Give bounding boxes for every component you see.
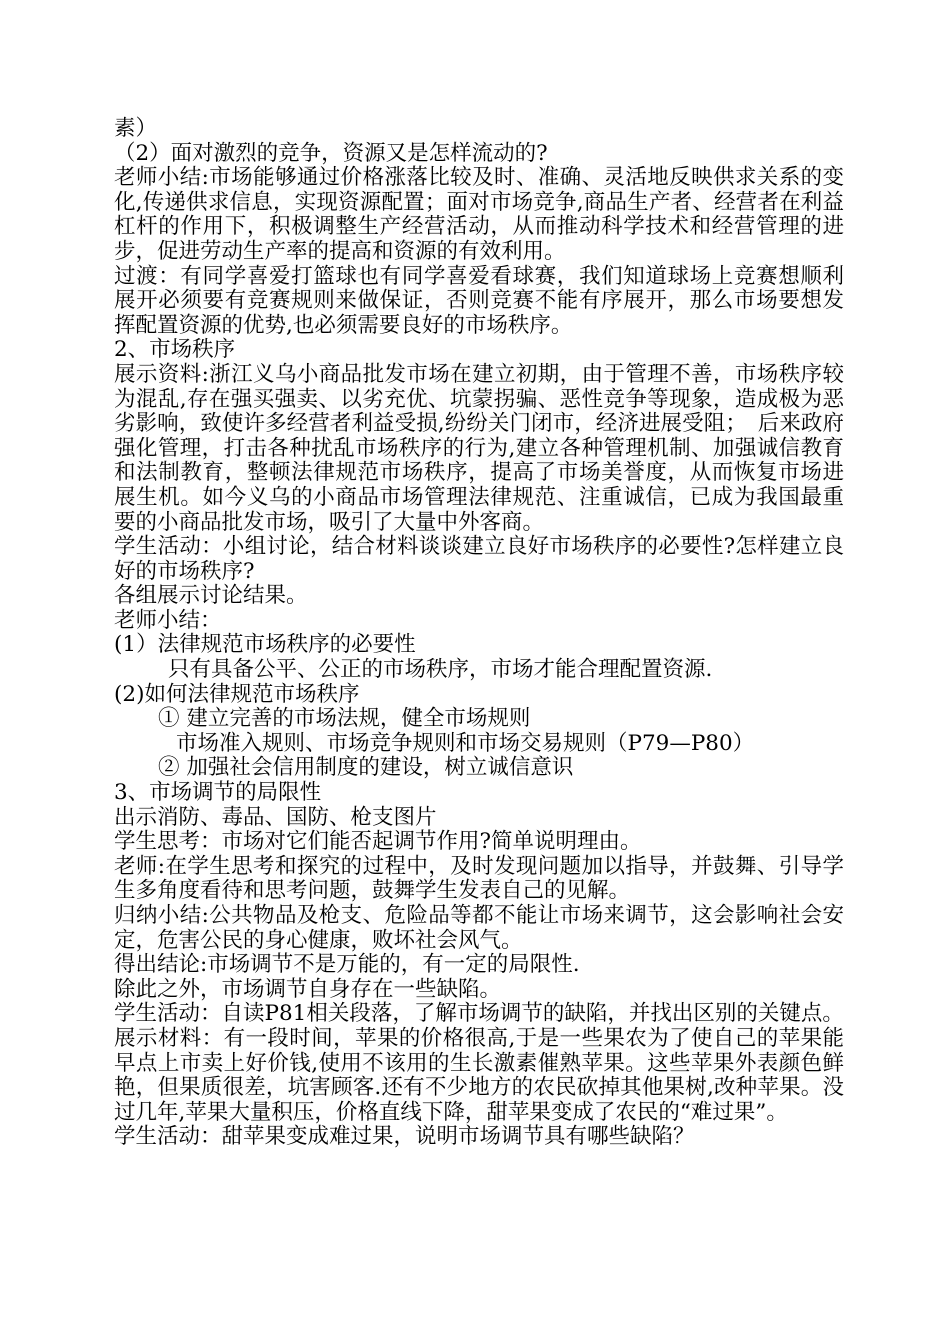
student-activity-apples: 学生活动：甜苹果变成难过果，说明市场调节具有哪些缺陷？ xyxy=(114,1124,695,1150)
paragraph-continuation: 素） xyxy=(114,116,158,141)
summary-public-goods: 归纳小结:公共物品及枪支、危险品等都不能让市场来调节，这会影响社会安定，危害公民的身心健康，败坏社会风气。 xyxy=(114,903,844,953)
student-activity-discussion: 学生活动：小组讨论，结合材料谈谈建立良好市场秩序的必要性?怎样建立良好的市场秩序? xyxy=(114,534,844,584)
defects-intro: 除此之外，市场调节自身存在一些缺陷。 xyxy=(114,976,502,1002)
material-yiwu-market: 展示资料:浙江义乌小商品批发市场在建立初期，由于管理不善，市场秩序较为混乱,存在强买强卖、以劣充优、坑蒙拐骗、恶性竞争等现象，造成极为恶劣影响，致使许多经营者利益受损,纷纷关门闭市，经济进展受阻； 后来政府强化管理，打击各种扰乱市场秩序的行为,建立各种管理机制、加强诚信教育和法制教育，整顿法律规范市场秩序，提高了市场美誉度，从而恢复市场进展生机。如今义乌的小商品市场管理法律规范、注重诚信，已成为我国最重要的小商品批发市场，吸引了大量中外客商。 xyxy=(114,361,844,535)
point-how-1-detail: 市场准入规则、市场竞争规则和市场交易规则（P79—P80） xyxy=(176,730,755,756)
teacher-summary-label: 老师小结： xyxy=(114,607,222,633)
student-thinking: 学生思考：市场对它们能否起调节作用?简单说明理由。 xyxy=(114,829,642,855)
point-necessity: (1）法律规范市场秩序的必要性 xyxy=(114,632,416,658)
question-2: （2）面对激烈的竞争，资源又是怎样流动的? xyxy=(114,140,548,166)
material-apples: 展示材料：有一段时间，苹果的价格很高,于是一些果农为了使自己的苹果能早点上市卖上好价钱,使用不该用的生长激素催熟苹果。这些苹果外表颜色鲜艳，但果质很差，坑害顾客.还有不少地方的农民砍掉其他果树,改种苹果。没过几年,苹果大量积压，价格直线下降，甜苹果变成了农民的“难过果”。 xyxy=(114,1025,844,1125)
section-heading-market-order: 2、市场秩序 xyxy=(114,337,236,363)
teacher-guidance: 老师:在学生思考和探究的过程中，及时发现问题加以指导，并鼓舞、引导学生多角度看待和思考问题，鼓舞学生发表自己的见解。 xyxy=(114,853,844,904)
transition-paragraph: 过渡：有同学喜爱打篮球也有同学喜爱看球赛，我们知道球场上竞赛想顺利展开必须要有竞赛规则来做保证，否则竞赛不能有序展开，那么市场要想发挥配置资源的优势,也必须需要良好的市场秩序。 xyxy=(114,263,844,338)
point-how: (2)如何法律规范市场秩序 xyxy=(114,681,360,707)
point-necessity-detail: 只有具备公平、公正的市场秩序，市场才能合理配置资源. xyxy=(168,657,713,683)
teacher-summary-1: 老师小结:市场能够通过价格涨落比较及时、准确、灵活地反映供求关系的变化,传递供求信息，实现资源配置；面对市场竞争,商品生产者、经营者在利益杠杆的作用下，积极调整生产经营活动，从而推动科学技术和经营管理的进步，促进劳动生产率的提高和资源的有效利用。 xyxy=(114,165,844,264)
point-how-1: ① 建立完善的市场法规，健全市场规则 xyxy=(158,706,531,732)
student-activity-reading: 学生活动：自读P81相关段落，了解市场调节的缺陷，并找出区别的关键点。 xyxy=(114,1001,844,1027)
conclusion: 得出结论:市场调节不是万能的，有一定的局限性. xyxy=(114,952,580,978)
show-pictures: 出示消防、毒品、国防、枪支图片 xyxy=(114,804,437,830)
document-body xyxy=(114,117,844,1150)
group-presentation: 各组展示讨论结果。 xyxy=(114,583,308,609)
point-how-2: ② 加强社会信用制度的建设，树立诚信意识 xyxy=(158,755,574,781)
section-heading-limitations: 3、市场调节的局限性 xyxy=(114,780,322,806)
